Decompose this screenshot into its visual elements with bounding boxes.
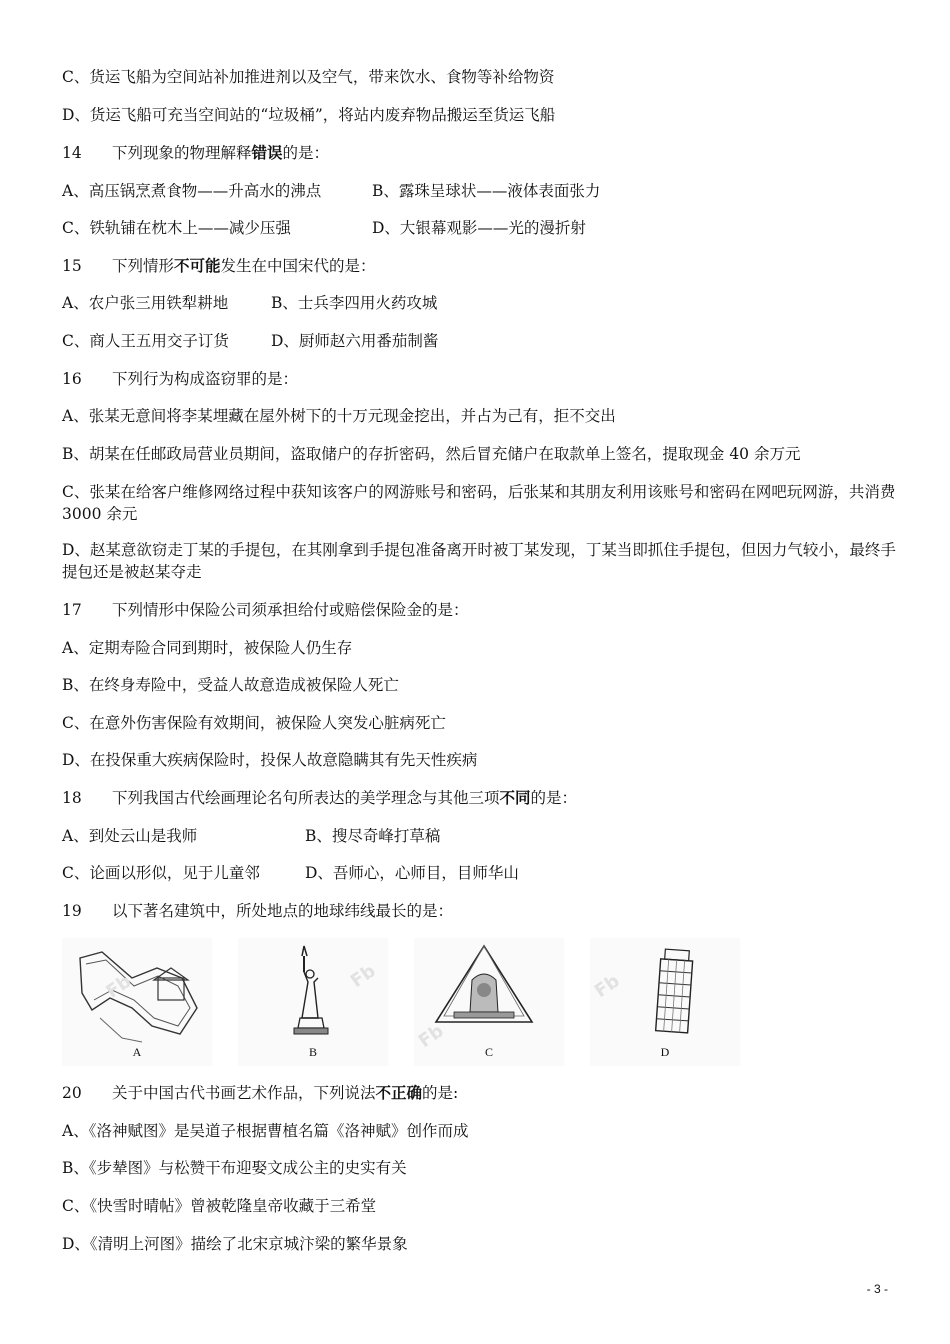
question-16 (62, 368, 910, 390)
option-c: C、张某在给客户维修网络过程中获知该客户的网游账号和密码，后张某和其朋友利用该账号和密码在网吧玩网游，共消费 3000 余元 (62, 483, 896, 523)
option-b: B、在终身寿险中，受益人故意造成被保险人死亡 (62, 676, 399, 694)
question-text: 下列情形中保险公司须承担给付或赔偿保险金的是： (112, 601, 469, 619)
option-a: A、农户张三用铁犁耕地 (62, 294, 229, 312)
figure-label: D (660, 1045, 670, 1059)
question-text-end: 的是： (282, 144, 330, 162)
options-row (62, 330, 910, 352)
question-text: 下列现象的物理解释 (112, 144, 252, 162)
emphasis: 不同 (499, 789, 531, 807)
option-d: D、赵某意欲窃走丁某的手提包，在其刚拿到手提包准备离开时被丁某发现，丁某当即抓住手提包，但因力气较小，最终手提包还是被赵某夺走 (62, 541, 896, 581)
option-c: C、铁轨铺在枕木上——减少压强 (62, 219, 291, 237)
option-d: D、在投保重大疾病保险时，投保人故意隐瞒其有先天性疾病 (62, 751, 478, 769)
question-18 (62, 787, 910, 809)
svg-text:Fb: Fb (414, 1020, 448, 1053)
question-number: 15 (62, 257, 82, 275)
question-14 (62, 142, 910, 164)
figure-label: C (484, 1045, 493, 1059)
question-number: 14 (62, 144, 82, 162)
question-text-end: 的是： (530, 789, 578, 807)
option-a: A、到处云山是我师 (62, 827, 198, 845)
emphasis: 不可能 (174, 257, 221, 275)
question-number: 17 (62, 601, 82, 619)
figure-c (414, 938, 564, 1066)
svg-text:Fb: Fb (102, 970, 136, 1003)
question-17 (62, 599, 910, 621)
question-text-end: 的是: (422, 1084, 459, 1102)
options-row (62, 180, 910, 202)
question-number: 20 (62, 1084, 82, 1102)
question-number: 19 (62, 902, 82, 920)
option-a: A、张某无意间将李某埋藏在屋外树下的十万元现金挖出，并占为己有，拒不交出 (62, 407, 616, 425)
svg-text:Fb: Fb (590, 970, 624, 1003)
question-text: 下列我国古代绘画理论名句所表达的美学理念与其他三项 (112, 789, 500, 807)
figure-b (238, 938, 388, 1066)
option-b: B、士兵李四用火药攻城 (271, 294, 438, 312)
option-c: C、《快雪时晴帖》曾被乾隆皇帝收藏于三希堂 (62, 1197, 377, 1215)
option-d: D、《清明上河图》描绘了北宋京城汴梁的繁华景象 (62, 1235, 408, 1253)
figure-a (62, 938, 212, 1066)
options-row (62, 217, 910, 239)
options-row (62, 862, 910, 884)
question-text: 下列行为构成盗窃罪的是： (112, 370, 299, 388)
figure-d (590, 938, 740, 1066)
question-text-end: 发生在中国宋代的是： (220, 257, 376, 275)
option-c: C、商人王五用交子订货 (62, 332, 229, 350)
option-c: C、在意外伤害保险有效期间，被保险人突发心脏病死亡 (62, 714, 446, 732)
option-13d: D、货运飞船可充当空间站的“垃圾桶”，将站内废弃物品搬运至货运飞船 (62, 106, 556, 124)
option-a: A、高压锅烹煮食物——升高水的沸点 (62, 182, 322, 200)
question-15 (62, 255, 910, 277)
options-row (62, 292, 910, 314)
question-20 (62, 1082, 910, 1104)
question-number: 16 (62, 370, 82, 388)
option-13c: C、货运飞船为空间站补加推进剂以及空气，带来饮水、食物等补给物资 (62, 68, 555, 86)
option-b: B、露珠呈球状——液体表面张力 (372, 182, 601, 200)
question-text: 关于中国古代书画艺术作品，下列说法 (112, 1084, 376, 1102)
question-text: 下列情形 (112, 257, 175, 275)
svg-text:Fb: Fb (346, 960, 380, 993)
option-b: B、《步辇图》与松赞干布迎娶文成公主的史实有关 (62, 1159, 407, 1177)
option-d: D、厨师赵六用番茄制酱 (271, 332, 439, 350)
option-c: C、论画以形似，见于儿童邻 (62, 864, 260, 882)
figure-label: B (308, 1045, 317, 1059)
emphasis: 不正确 (375, 1084, 423, 1102)
option-d: D、大银幕观影——光的漫折射 (372, 219, 586, 237)
option-a: A、《洛神赋图》是吴道子根据曹植名篇《洛神赋》创作而成 (62, 1122, 469, 1140)
question-19 (62, 900, 910, 922)
page-number: - 3 - (866, 1282, 888, 1296)
question-text: 以下著名建筑中，所处地点的地球纬线最长的是： (112, 902, 454, 920)
option-b: B、胡某在任邮政局营业员期间，盗取储户的存折密码，然后冒充储户在取款单上签名，提取现金 40 余万元 (62, 445, 801, 463)
options-row (62, 825, 910, 847)
question-number: 18 (62, 789, 82, 807)
option-a: A、定期寿险合同到期时，被保险人仍生存 (62, 639, 353, 657)
option-b: B、搜尽奇峰打草稿 (305, 827, 441, 845)
emphasis: 错误 (251, 144, 283, 162)
building-figures (62, 938, 742, 1066)
figure-label: A (132, 1045, 142, 1059)
option-d: D、吾师心，心师目，目师华山 (305, 864, 519, 882)
